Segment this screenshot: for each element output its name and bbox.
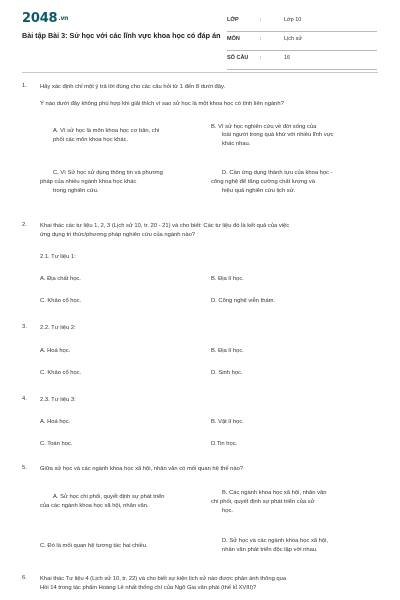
document-page: 2048.vn Bài tập Bài 3: Sử học với các lĩnh vực khoa học có đáp án LỚP : Lớp 10 MÔN : Lịch sử SỐ CÂU : 16 1. Hãy xác định chỉ một ý trả lời đúng cho các câu hỏi từ 1 đến 8 dưới đây. Ý nào dưới đây không phù hợp khi giải thích vì sao sử học là một khoa học có tính liên ngành? A. Vì sử học là môn khoa học cơ bản, chi phối các môn khoa học khác. B. Vì sử học nghiên cứu về đời sống của loài người trong quá khứ với nhiều lĩnh vực khác nhau. C. Vì Sử học sử dụng thông tin và phương pháp của nhiều ngành khoa học khác trong nghiên cứu. D. Cần ứng dụng thành tựu của khoa học - công nghệ để tăng cường chất lượng và hiệu quả nghiên cứu lịch sử. 2. Khai thác các tư liệu 1, 2, 3 (Lịch sử 10, tr. 20 - 21) và cho biết: Các tư liệu đó là kết quả của việc ứng dụng tri thức/phương pháp nghiên cứu của ngành nào? 2.1. Tư liệu 1: A. Địa chất học. B. Địa lí học. C. Khảo cổ học. D. Công nghệ viễn thám. 3. 2.2. Tư liệu 2: A. Hoá học. B. Địa lí học. C. Khảo cổ học. D. Sinh học. 4. 2.3. Tư liệu 3: A. Hoá học. B. Vật lí học. C. Toán học. D.Tin học. 5. Giữa sử học và các ngành khoa học xã hội, nhân văn có mối quan hệ thế nào? A. Sử học chi phối, quyết định sự phát triển của các ngành khoa học xã hội, nhân văn. B. Các ngành khoa học xã hội, nhân văn chi phối, quyết định sự phát triển của sử học. C. Đó là mối quan hệ tương tác hai chiều. D. Sử học và các ngành khoa học xã hội, nhân văn phát triển độc lập với nhau. 6. Khai thác Tư liệu 4 (Lịch sử 10, tr. 22) và cho biết sự kiện lịch sử nào được phản ánh thông qua Hồi 14 trong tác phẩm Hoàng Lê nhất thống chí của Ngô Gia văn phái (thế kỉ XVIII)? [0,0,400,600]
option-5c[interactable]: C. Đó là mối quan hệ tương tác hai chiều. [40,543,148,549]
question-text: Hãy xác định chỉ một ý trả lời đúng cho các câu hỏi từ 1 đến 8 dưới đây. [40,84,226,90]
meta-table [227,13,377,70]
option-3c[interactable]: C. Khảo cổ học. [40,370,82,376]
meta-value: Lớp 10 [284,17,302,23]
option-4d[interactable]: D.Tin học. [211,441,238,447]
question-text: Hồi 14 trong tác phẩm Hoàng Lê nhất thống chí của Ngô Gia văn phái (thế kỉ XVIII)? [40,585,257,591]
question-text: Giữa sử học và các ngành khoa học xã hội, nhân văn có mối quan hệ thế nào? [40,466,244,472]
option-4a[interactable]: A. Hoá học. [40,419,71,425]
option-4c[interactable]: C. Toán học. [40,441,73,447]
document-header [0,0,400,72]
question-number: 2. [22,222,27,228]
option-2c[interactable]: C. Khảo cổ học. [40,298,82,304]
header-divider [22,72,378,73]
question-subtitle: 2.2. Tư liệu 2: [40,325,76,331]
question-subtitle: 2.1. Tư liệu 1: [40,254,76,260]
option-3a[interactable]: A. Hoá học. [40,348,71,354]
question-text: Ý nào dưới đây không phù hợp khi giải thích vì sao sử học là một khoa học có tính liên ngành? [40,101,284,107]
option-2b[interactable]: B. Địa lí học. [211,276,244,282]
meta-key: SỐ CÂU [227,55,249,61]
question-subtitle: 2.3. Tư liệu 3: [40,397,76,403]
question-number: 6. [22,575,27,581]
meta-row-count: SỐ CÂU : 16 [227,51,377,70]
question-text: Khai thác Tư liệu 4 (Lịch sử 10, tr. 22) và cho biết sự kiện lịch sử nào được phản ánh thông qua [40,576,287,582]
option-4b[interactable]: B. Vật lí học. [211,419,244,425]
option-3d[interactable]: D. Sinh học. [211,370,243,376]
option-2d[interactable]: D. Công nghệ viễn thám. [211,298,276,304]
meta-row-subject: MÔN : Lịch sử [227,32,377,51]
question-number: 1. [22,83,27,89]
meta-row-class: LỚP : Lớp 10 [227,13,377,32]
meta-key: MÔN [227,36,240,42]
question-text: ứng dụng tri thức/phương pháp nghiên cứu của ngành nào? [40,232,196,238]
site-logo[interactable]: 2048.vn [22,11,69,26]
meta-value: Lịch sử [284,36,303,42]
question-text: Khai thác các tư liệu 1, 2, 3 (Lịch sử 10, tr. 20 - 21) và cho biết: Các tư liệu đó là kết quả của việc [40,223,290,229]
question-number: 5. [22,465,27,471]
document-title: Bài tập Bài 3: Sử học với các lĩnh vực khoa học có đáp án [22,31,221,40]
meta-key: LỚP [227,17,239,23]
question-number: 4. [22,396,27,402]
question-number: 3. [22,324,27,330]
meta-value: 16 [284,55,291,61]
option-2a[interactable]: A. Địa chất học. [40,276,81,282]
option-3b[interactable]: B. Địa lí học. [211,348,244,354]
